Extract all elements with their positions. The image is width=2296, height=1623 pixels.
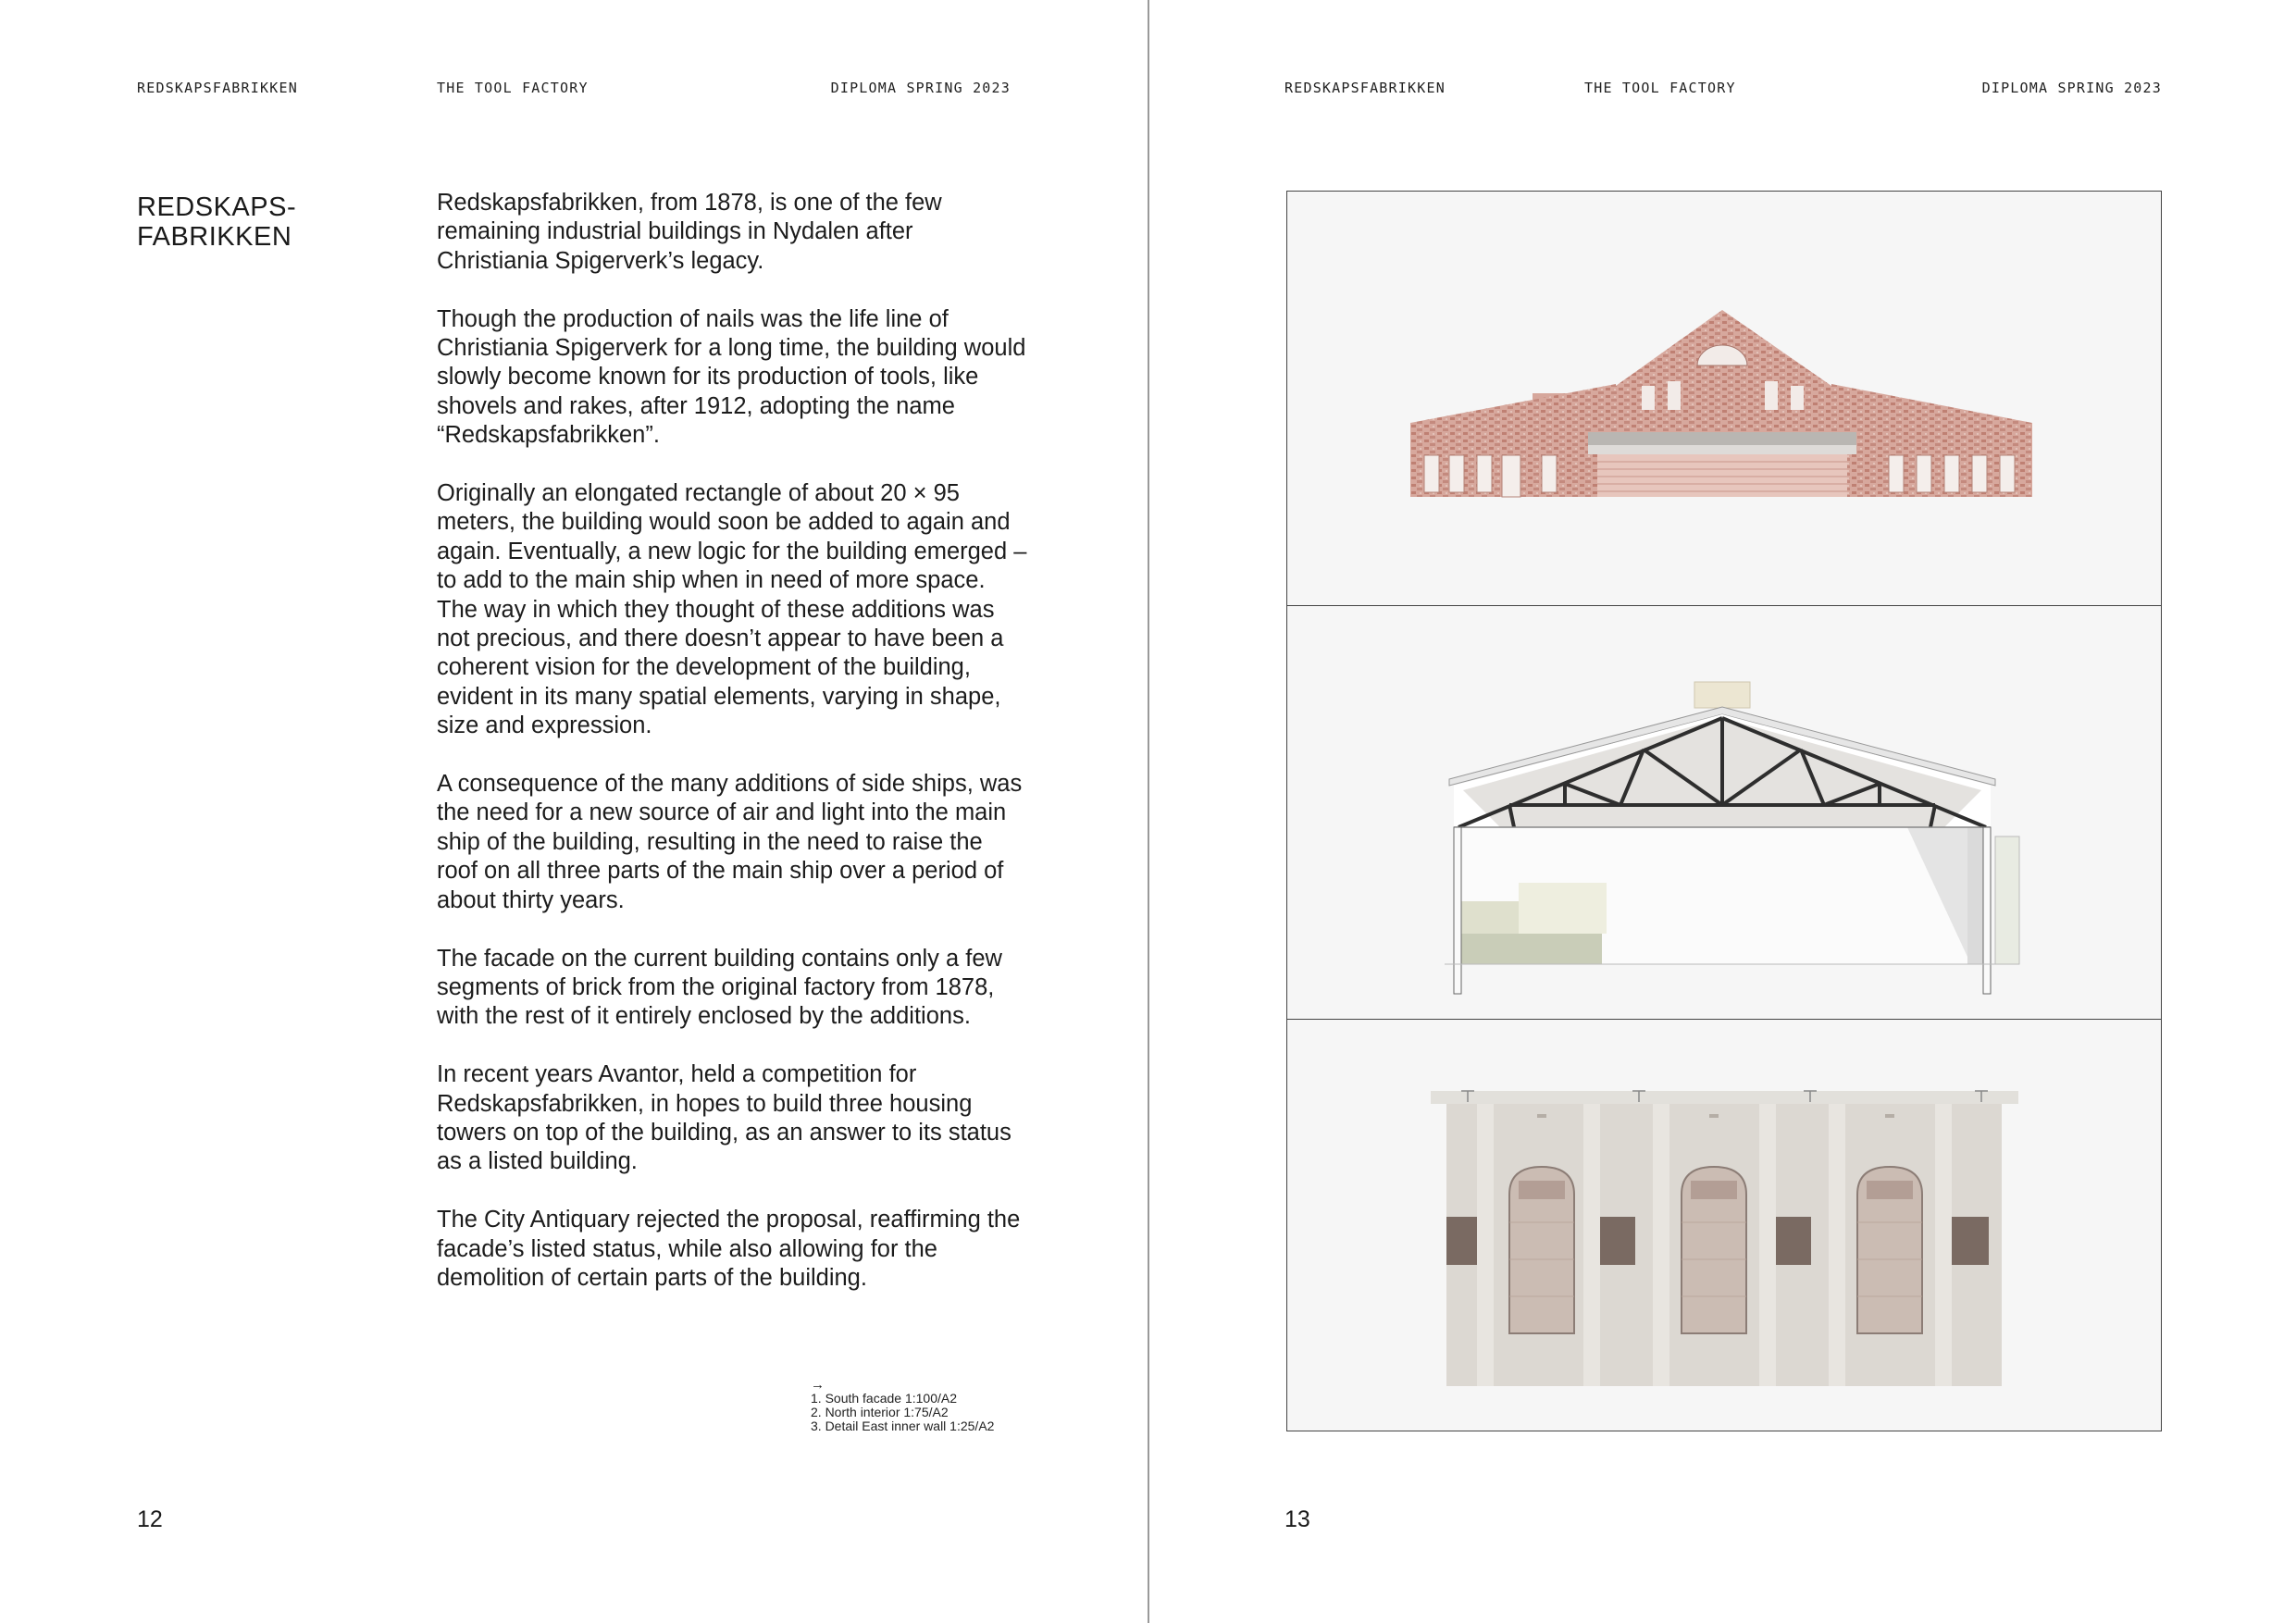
- header-right: DIPLOMA SPRING 2023: [830, 80, 1011, 96]
- caption-line: 3. Detail East inner wall 1:25/A2: [811, 1419, 995, 1433]
- paragraph: Originally an elongated rectangle of about 20 × 95 meters, the building would soon be added to again and again. Eventually, a new logic for the building emerged – to add to the main ship when in need of more space. The way in which they thought of these additions was not precious, and there doesn’t appear to have been a coherent vision for the development of the building, evident in its many spatial elements, varying in shape, size and expression.: [437, 480, 1027, 739]
- south-facade-drawing: [1287, 192, 2160, 604]
- paragraph: Though the production of nails was the life line of Christiania Spigerverk for a long time, the building would slowly become known for its production of tools, like shovels and rakes, after 1912, adopting the name “Redskapsfabrikken”.: [437, 305, 1026, 449]
- header-left: REDSKAPSFABRIKKEN: [1285, 80, 1446, 96]
- header-center: THE TOOL FACTORY: [437, 80, 589, 96]
- east-inner-wall-detail-drawing: [1287, 1019, 2160, 1430]
- header-center: THE TOOL FACTORY: [1584, 80, 1736, 96]
- section-title: [137, 192, 378, 252]
- paragraph: A consequence of the many additions of side ships, was the need for a new source of air and light into the main ship of the building, resulting in the need to raise the roof on all three parts of the main ship over a period of about thirty years.: [437, 771, 1023, 913]
- paragraph: In recent years Avantor, held a competition for Redskapsfabrikken, in hopes to build three housing towers on top of the building, as an answer to its status as a listed building.: [437, 1061, 1011, 1175]
- north-interior-drawing: [1287, 605, 2160, 1018]
- body-text: [437, 189, 1029, 1322]
- page-number: 12: [137, 1506, 163, 1532]
- title-line: FABRIKKEN: [137, 222, 292, 252]
- header-left: REDSKAPSFABRIKKEN: [137, 80, 298, 96]
- caption-line: 2. North interior 1:75/A2: [811, 1405, 949, 1419]
- north-interior-panel: [1287, 605, 2161, 1020]
- header-right: DIPLOMA SPRING 2023: [1981, 80, 2162, 96]
- arrow-icon: →: [811, 1377, 825, 1393]
- drawings-frame: [1286, 191, 2162, 1431]
- paragraph: The facade on the current building contains only a few segments of brick from the original factory from 1878, with the rest of it entirely enclosed by the additions.: [437, 945, 1002, 1030]
- paragraph: The City Antiquary rejected the proposal, reaffirming the facade’s listed status, while also allowing for the demolition of certain parts of the building.: [437, 1207, 1021, 1291]
- caption-line: 1. South facade 1:100/A2: [811, 1391, 958, 1406]
- title-line: REDSKAPS-: [137, 192, 297, 222]
- paragraph: Redskapsfabrikken, from 1878, is one of the few remaining industrial buildings in Nydalen after Christiania Spigerverk’s legacy.: [437, 190, 942, 274]
- east-wall-detail-panel: [1287, 1019, 2161, 1431]
- page-number: 13: [1285, 1506, 1310, 1532]
- right-page: [1149, 0, 2296, 1623]
- figure-captions: [811, 1379, 1051, 1433]
- south-facade-panel: [1287, 192, 2161, 606]
